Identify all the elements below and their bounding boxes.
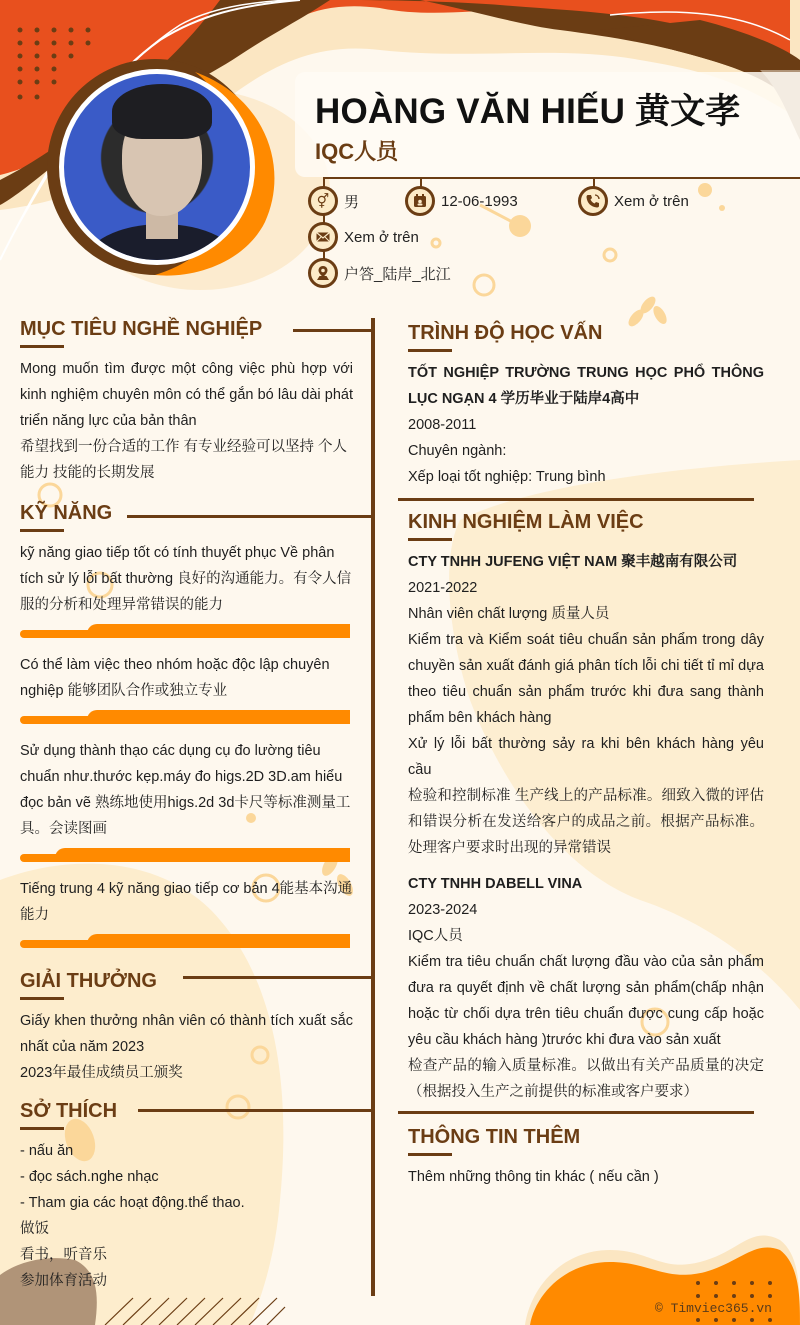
title-underline: [20, 529, 64, 532]
contact-phone: [578, 186, 689, 216]
hobby-item: - đọc sách.nghe nhạc: [20, 1169, 159, 1185]
education-title: TRÌNH ĐỘ HỌC VẤN: [408, 322, 603, 344]
title-underline: [20, 997, 64, 1000]
education-grade: Xếp loại tốt nghiệp: Trung bình: [408, 469, 606, 485]
awards-title: GIẢI THƯỞNG: [20, 970, 157, 992]
candidate-name: HOÀNG VĂN HIẾU 黄文孝: [315, 92, 741, 131]
skill-level-bar: [20, 710, 350, 726]
hobby-item: - Tham gia các hoạt động.thể thao.: [20, 1195, 245, 1211]
contact-address: [308, 258, 451, 288]
title-underline: [20, 1127, 64, 1130]
address-value: 户答_陆岸_北江: [344, 265, 451, 283]
award-text-zh: 2023年最佳成绩员工颁奖: [20, 1065, 183, 1081]
contact-divider: [323, 177, 800, 179]
additional-info-text: Thêm những thông tin khác ( nếu cần ): [408, 1169, 659, 1185]
skill-text: Sử dụng thành thạo các dụng cụ đo lường tiêu chuẩn như.thước kẹp.máy đo higs.2D 3D.am hiểu đọc bản vẽ 熟练地使用higs.2d 3d卡尺等标准测量工具。会读图画: [20, 743, 351, 837]
avatar-frame: [55, 65, 260, 270]
email-value: Xem ở trên: [344, 228, 419, 246]
gender-value: 男: [344, 193, 360, 211]
title-underline: [408, 538, 452, 541]
gender-icon: ⚥: [308, 186, 338, 216]
education-period: 2008-2011: [408, 417, 477, 433]
skill-item: [20, 738, 353, 864]
objective-text-vi: Mong muốn tìm được một công việc phù hợp với kinh nghiệm chuyên môn có thể gắn bó lâu dài phát triển năng lực của bản thân: [20, 361, 353, 429]
skill-level-bar: [20, 624, 350, 640]
education-school: TỐT NGHIỆP TRƯỜNG TRUNG HỌC PHỔ THÔNG LỤC NGẠN 4 学历毕业于陆岸4高中: [408, 365, 764, 407]
title-underline: [408, 349, 452, 352]
birthday-value: 12-06-1993: [441, 192, 518, 210]
company-name: CTY TNHH JUFENG VIỆT NAM 聚丰越南有限公司: [408, 554, 738, 570]
calendar-icon: [405, 186, 435, 216]
mail-icon: [308, 222, 338, 252]
job-description: Kiểm tra và Kiểm soát tiêu chuẩn sản phẩm trong dây chuyền sản xuất đánh giá phân tích lỗi chi tiết tỉ mỉ dựa theo tiêu chuẩn sản phẩm trước khi đưa sang thành phẩm bên khách hàng: [408, 632, 764, 726]
skills-title: KỸ NĂNG: [20, 502, 113, 524]
hobby-item: 看书，听音乐: [20, 1247, 107, 1263]
job-period: 2021-2022: [408, 580, 478, 596]
skill-level-bar: [20, 848, 350, 864]
section-divider: [398, 1111, 754, 1114]
hobby-item: - nấu ăn: [20, 1143, 74, 1159]
column-divider: [371, 318, 375, 1296]
hobbies-title: SỞ THÍCH: [20, 1100, 118, 1122]
experience-title: KINH NGHIỆM LÀM VIỆC: [408, 511, 644, 533]
contact-gender: [308, 186, 359, 216]
phone-icon: [578, 186, 608, 216]
skill-text: Tiếng trung 4 kỹ năng giao tiếp cơ bản 4能基本沟通能力: [20, 881, 353, 923]
skill-item: [20, 540, 353, 640]
contact-email: [308, 222, 419, 252]
experience-section: [408, 511, 764, 1114]
education-section: [408, 322, 764, 501]
candidate-job-title: IQC人员: [315, 139, 399, 164]
phone-value: Xem ở trên: [614, 192, 689, 210]
left-column: [20, 318, 353, 1294]
awards-section: [20, 970, 353, 1086]
location-icon: [308, 258, 338, 288]
objective-section: [20, 318, 353, 486]
hobby-item: 做饭: [20, 1221, 49, 1237]
title-underline: [408, 1153, 452, 1156]
additional-info-title: THÔNG TIN THÊM: [408, 1126, 581, 1148]
skill-text: kỹ năng giao tiếp tốt có tính thuyết phục Về phân tích sử lý lỗi bất thường 良好的沟通能力。有令人信服的分析和处理异常错误的能力: [20, 545, 352, 613]
education-major: Chuyên ngành:: [408, 443, 507, 459]
job-position: Nhân viên chất lượng 质量人员: [408, 606, 610, 622]
hobbies-section: [20, 1100, 353, 1294]
job-period: 2023-2024: [408, 902, 478, 918]
job-description: 检验和控制标准 生产线上的产品标准。细致入微的评估和错误分析在发送给客户的成品之前。根据产品标准。处理客户要求时出现的异常错误: [408, 788, 764, 856]
job-position: IQC人员: [408, 928, 463, 944]
skill-item: [20, 876, 353, 950]
award-text-vi: Giấy khen thưởng nhân viên có thành tích xuất sắc nhất của năm 2023: [20, 1013, 353, 1055]
objective-title: MỤC TIÊU NGHỀ NGHIỆP: [20, 318, 263, 340]
profile-photo: [59, 69, 255, 265]
contact-birthday: [405, 186, 518, 216]
job-description: Xử lý lỗi bất thường sảy ra khi bên khách hàng yêu cầu: [408, 736, 764, 778]
experience-item: [408, 549, 764, 861]
additional-info-section: [408, 1126, 764, 1190]
experience-item: [408, 871, 764, 1105]
skills-section: [20, 502, 353, 950]
footer-credit: © Timviec365.vn: [654, 1301, 772, 1316]
job-description: 检查产品的输入质量标准。以做出有关产品质量的决定（根据投入生产之前提供的标准或客户要求）: [408, 1058, 764, 1100]
skill-level-bar: [20, 934, 350, 950]
section-divider: [398, 498, 754, 501]
company-name: CTY TNHH DABELL VINA: [408, 876, 583, 892]
hobby-item: 参加体育活动: [20, 1273, 107, 1289]
skill-item: [20, 652, 353, 726]
right-column: [408, 322, 764, 1190]
objective-text-zh: 希望找到一份合适的工作 有专业经验可以坚持 个人能力 技能的长期发展: [20, 439, 348, 481]
title-underline: [20, 345, 64, 348]
skill-text: Có thể làm việc theo nhóm hoặc độc lập chuyên nghiệp 能够团队合作或独立专业: [20, 657, 330, 699]
job-description: Kiểm tra tiêu chuẩn chất lượng đầu vào của sản phẩm đưa ra quyết định về chất lượng sản phẩm(chấp nhận hoặc từ chối dựa trên tiêu chuẩn được cung cấp hoặc yêu cầu khách hàng )trước khi đưa vào sản xuất: [408, 954, 764, 1048]
